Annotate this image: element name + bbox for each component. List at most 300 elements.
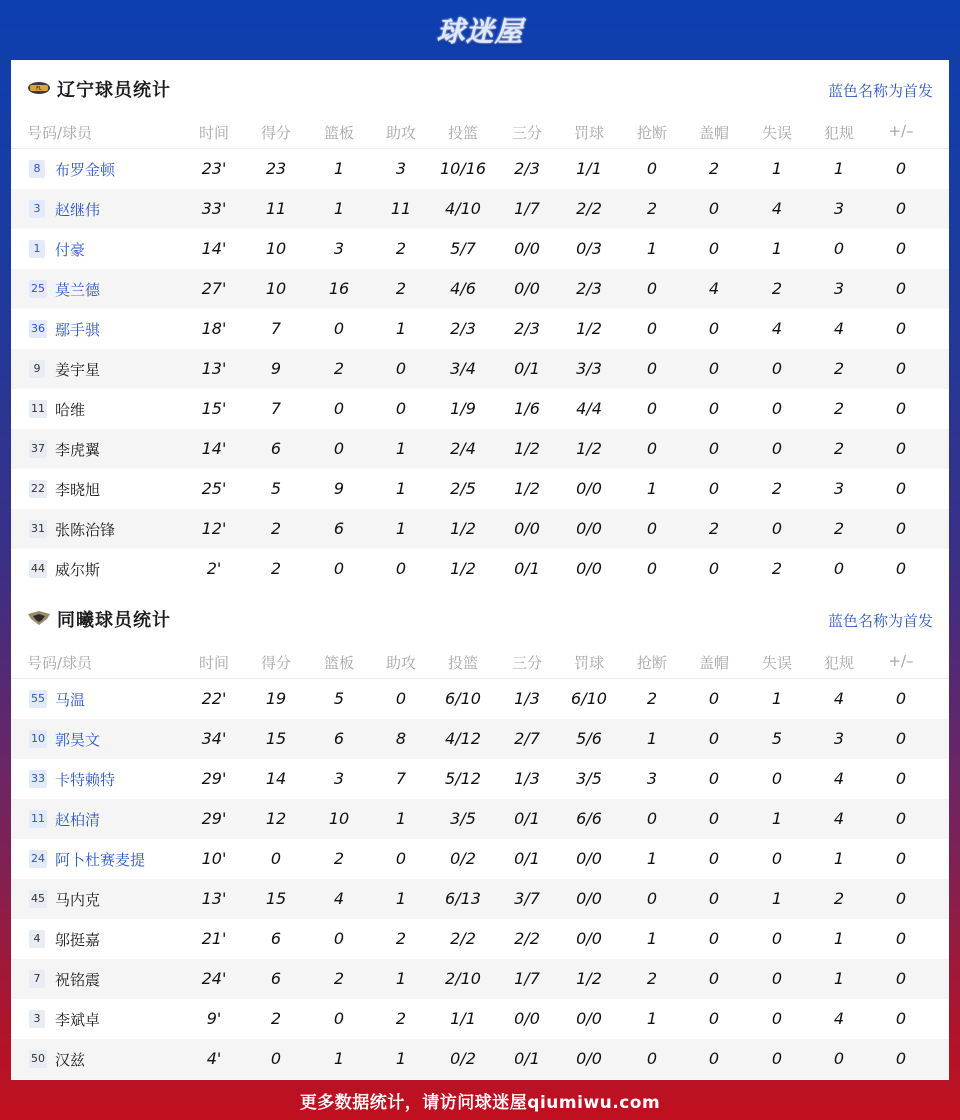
stat-cell: 6 xyxy=(333,729,345,748)
column-header: +/– xyxy=(888,122,914,140)
stat-cell: 2 xyxy=(833,399,845,418)
stat-cell: 23' xyxy=(201,159,227,178)
stat-cell: 0 xyxy=(646,809,658,828)
stat-cell: 4 xyxy=(771,319,783,338)
stat-cell: 22' xyxy=(201,689,227,708)
stat-cell: 9 xyxy=(333,479,345,498)
stat-cell: 2 xyxy=(395,279,407,298)
player-name[interactable]: 姜宇星 xyxy=(55,361,101,379)
stat-cell: 1 xyxy=(646,929,658,948)
stats-card xyxy=(11,60,949,1080)
stat-cell: 2 xyxy=(833,439,845,458)
stat-cell: 4/4 xyxy=(576,399,602,418)
stat-cell: 5 xyxy=(333,689,345,708)
column-header: 三分 xyxy=(511,124,543,142)
stat-cell: 2/3 xyxy=(514,159,540,178)
stat-cell: 1 xyxy=(395,319,407,338)
stat-cell: 5/7 xyxy=(450,239,476,258)
stat-cell: 3/3 xyxy=(576,359,602,378)
table-row[interactable] xyxy=(11,549,949,589)
table-row[interactable] xyxy=(11,799,949,839)
player-name[interactable]: 马内克 xyxy=(55,891,101,909)
jersey-number-badge: 37 xyxy=(29,440,47,458)
stat-cell: 0 xyxy=(708,689,720,708)
stat-cell: 2/3 xyxy=(514,319,540,338)
stat-cell: 7 xyxy=(395,769,407,788)
stat-cell: 0 xyxy=(895,199,907,218)
jersey-number-badge: 55 xyxy=(29,690,47,708)
stat-cell: 2/3 xyxy=(576,279,602,298)
stat-cell: 0 xyxy=(895,969,907,988)
column-headers xyxy=(11,648,949,679)
stat-cell: 1 xyxy=(646,479,658,498)
stat-cell: 13' xyxy=(201,889,227,908)
stat-cell: 0 xyxy=(395,559,407,578)
table-row[interactable] xyxy=(11,189,949,229)
stat-cell: 12' xyxy=(201,519,227,538)
stat-cell: 18' xyxy=(201,319,227,338)
stat-cell: 3/5 xyxy=(450,809,476,828)
stat-cell: 10/16 xyxy=(439,159,487,178)
section-header xyxy=(11,590,949,648)
stat-cell: 0/2 xyxy=(450,849,476,868)
stat-cell: 4/12 xyxy=(445,729,481,748)
stat-cell: 0 xyxy=(708,399,720,418)
stat-cell: 0 xyxy=(708,1049,720,1068)
stat-cell: 3 xyxy=(395,159,407,178)
stat-cell: 1 xyxy=(833,159,845,178)
jersey-number-badge: 11 xyxy=(29,400,47,418)
stat-cell: 4/10 xyxy=(445,199,481,218)
table-row[interactable] xyxy=(11,509,949,549)
svg-text:FL: FL xyxy=(36,86,42,92)
table-row[interactable] xyxy=(11,229,949,269)
stat-cell: 1/7 xyxy=(514,969,540,988)
stat-cell: 1/3 xyxy=(514,769,540,788)
stat-cell: 1 xyxy=(333,1049,345,1068)
stat-cell: 4 xyxy=(833,769,845,788)
stat-cell: 1 xyxy=(771,889,783,908)
stat-cell: 3/4 xyxy=(450,359,476,378)
stat-cell: 0 xyxy=(395,849,407,868)
stat-cell: 2 xyxy=(333,849,345,868)
stat-cell: 6/13 xyxy=(445,889,481,908)
stat-cell: 4 xyxy=(833,1009,845,1028)
stat-cell: 0/0 xyxy=(576,479,602,498)
stat-cell: 0 xyxy=(333,929,345,948)
player-name[interactable]: 付豪 xyxy=(55,241,86,259)
app-header xyxy=(0,0,960,60)
stat-cell: 0 xyxy=(646,319,658,338)
stat-cell: 1 xyxy=(646,239,658,258)
stat-cell: 1/3 xyxy=(514,689,540,708)
stat-cell: 12 xyxy=(265,809,287,828)
player-name[interactable]: 哈维 xyxy=(55,401,86,419)
stat-cell: 1/2 xyxy=(514,439,540,458)
player-name[interactable]: 郭昊文 xyxy=(55,731,101,749)
jersey-number-badge: 45 xyxy=(29,890,47,908)
stat-cell: 0 xyxy=(771,849,783,868)
stat-cell: 0 xyxy=(771,359,783,378)
stat-cell: 0/1 xyxy=(514,809,540,828)
column-header: 抢断 xyxy=(636,124,668,142)
column-header: 时间 xyxy=(198,124,230,142)
stat-cell: 9' xyxy=(206,1009,222,1028)
stat-cell: 0 xyxy=(895,279,907,298)
stat-cell: 2/10 xyxy=(445,969,481,988)
column-header: 失误 xyxy=(761,654,793,672)
table-row[interactable] xyxy=(11,349,949,389)
stat-cell: 25' xyxy=(201,479,227,498)
stat-cell: 3 xyxy=(833,729,845,748)
stat-cell: 0 xyxy=(270,849,282,868)
stat-cell: 1/2 xyxy=(576,439,602,458)
stat-cell: 1 xyxy=(395,1049,407,1068)
stat-cell: 1/2 xyxy=(576,319,602,338)
stat-cell: 0 xyxy=(771,439,783,458)
stat-cell: 1/7 xyxy=(514,199,540,218)
stat-cell: 0 xyxy=(708,199,720,218)
stat-cell: 0/0 xyxy=(514,239,540,258)
stat-cell: 5/12 xyxy=(445,769,481,788)
jersey-number-badge: 25 xyxy=(29,280,47,298)
stat-cell: 0/0 xyxy=(576,1009,602,1028)
stat-cell: 11 xyxy=(390,199,412,218)
player-name[interactable]: 赵继伟 xyxy=(55,201,101,219)
stat-cell: 3 xyxy=(646,769,658,788)
stat-cell: 0 xyxy=(771,1009,783,1028)
stat-cell: 0 xyxy=(895,889,907,908)
stat-cell: 3 xyxy=(333,769,345,788)
table-row[interactable] xyxy=(11,269,949,309)
stat-cell: 0 xyxy=(395,359,407,378)
stat-cell: 0 xyxy=(895,479,907,498)
stat-cell: 2/3 xyxy=(450,319,476,338)
table-row[interactable] xyxy=(11,429,949,469)
stat-cell: 1/9 xyxy=(450,399,476,418)
stat-cell: 0 xyxy=(708,239,720,258)
jersey-number-badge: 33 xyxy=(29,770,47,788)
stat-cell: 14' xyxy=(201,239,227,258)
stat-cell: 0 xyxy=(646,159,658,178)
column-header: 篮板 xyxy=(323,654,355,672)
table-row[interactable] xyxy=(11,679,949,719)
stat-cell: 2 xyxy=(333,359,345,378)
stat-cell: 0 xyxy=(333,1009,345,1028)
stat-cell: 2 xyxy=(646,199,658,218)
stat-cell: 19 xyxy=(265,689,287,708)
starter-legend: 蓝色名称为首发 xyxy=(827,612,933,630)
stat-cell: 0 xyxy=(646,1049,658,1068)
stat-cell: 4 xyxy=(833,809,845,828)
team-section xyxy=(11,60,949,589)
stat-cell: 1 xyxy=(771,239,783,258)
team-stats-title: 辽宁球员统计 xyxy=(57,80,171,101)
stat-cell: 2 xyxy=(333,969,345,988)
table-row[interactable] xyxy=(11,149,949,189)
stat-cell: 10 xyxy=(265,239,287,258)
column-header: 时间 xyxy=(198,654,230,672)
stat-cell: 0 xyxy=(646,399,658,418)
stat-cell: 1 xyxy=(833,929,845,948)
stat-cell: 0 xyxy=(771,969,783,988)
stat-cell: 0/1 xyxy=(514,359,540,378)
table-row[interactable] xyxy=(11,719,949,759)
jersey-number-badge: 10 xyxy=(29,730,47,748)
jersey-number-badge: 8 xyxy=(29,160,45,178)
jersey-number-badge: 9 xyxy=(29,360,45,378)
stat-cell: 0 xyxy=(708,929,720,948)
stat-cell: 0 xyxy=(895,729,907,748)
stat-cell: 0 xyxy=(333,439,345,458)
stat-cell: 0 xyxy=(895,319,907,338)
player-name[interactable]: 鄢手骐 xyxy=(55,321,101,339)
stat-cell: 14 xyxy=(265,769,287,788)
stat-cell: 2/4 xyxy=(450,439,476,458)
stat-cell: 1 xyxy=(646,849,658,868)
stat-cell: 1/2 xyxy=(450,559,476,578)
footer-banner[interactable] xyxy=(0,1080,960,1120)
stat-cell: 7 xyxy=(270,399,282,418)
table-row[interactable] xyxy=(11,919,949,959)
stat-cell: 2 xyxy=(270,559,282,578)
column-header: 失误 xyxy=(761,124,793,142)
stat-cell: 2' xyxy=(206,559,222,578)
jersey-number-badge: 24 xyxy=(29,850,47,868)
stat-cell: 0/0 xyxy=(576,929,602,948)
stat-cell: 2/2 xyxy=(576,199,602,218)
stat-cell: 1 xyxy=(395,519,407,538)
stat-cell: 0/0 xyxy=(514,519,540,538)
stat-cell: 2 xyxy=(771,479,783,498)
stat-cell: 11 xyxy=(265,199,287,218)
stat-cell: 14' xyxy=(201,439,227,458)
stat-cell: 0 xyxy=(895,1009,907,1028)
stat-cell: 2 xyxy=(771,559,783,578)
table-row[interactable] xyxy=(11,839,949,879)
player-name[interactable]: 李晓旭 xyxy=(55,481,101,499)
stat-cell: 0/2 xyxy=(450,1049,476,1068)
player-name[interactable]: 赵柏清 xyxy=(55,811,101,829)
player-name[interactable]: 祝铭震 xyxy=(55,971,101,989)
jersey-number-badge: 11 xyxy=(29,810,47,828)
stat-cell: 0 xyxy=(333,319,345,338)
stat-cell: 0 xyxy=(895,689,907,708)
jersey-number-badge: 22 xyxy=(29,480,47,498)
stat-cell: 0 xyxy=(333,559,345,578)
stat-cell: 0/1 xyxy=(514,849,540,868)
column-header: 犯规 xyxy=(823,124,855,142)
stat-cell: 6/10 xyxy=(445,689,481,708)
column-header: 盖帽 xyxy=(698,124,730,142)
table-row[interactable] xyxy=(11,959,949,999)
stat-cell: 4 xyxy=(833,689,845,708)
stat-cell: 0 xyxy=(708,889,720,908)
stat-cell: 0/0 xyxy=(576,519,602,538)
stat-cell: 6 xyxy=(270,929,282,948)
column-header: 罚球 xyxy=(573,654,605,672)
player-name[interactable]: 张陈治锋 xyxy=(55,521,116,539)
stat-cell: 6 xyxy=(333,519,345,538)
column-header: 得分 xyxy=(260,124,292,142)
table-row[interactable] xyxy=(11,309,949,349)
stat-cell: 1 xyxy=(395,969,407,988)
stat-cell: 10' xyxy=(201,849,227,868)
stat-cell: 0/0 xyxy=(576,849,602,868)
stat-cell: 0 xyxy=(895,1049,907,1068)
stat-cell: 21' xyxy=(201,929,227,948)
stat-cell: 1 xyxy=(771,689,783,708)
table-row[interactable] xyxy=(11,999,949,1039)
column-header: 投篮 xyxy=(447,654,479,672)
stat-cell: 1/1 xyxy=(576,159,602,178)
stat-cell: 0 xyxy=(708,969,720,988)
stat-cell: 2/2 xyxy=(514,929,540,948)
table-row[interactable] xyxy=(11,469,949,509)
stat-cell: 1 xyxy=(646,1009,658,1028)
table-row[interactable] xyxy=(11,759,949,799)
column-header: 投篮 xyxy=(447,124,479,142)
stat-cell: 0 xyxy=(895,809,907,828)
player-name[interactable]: 邬挺嘉 xyxy=(55,931,101,949)
stat-cell: 0/0 xyxy=(576,1049,602,1068)
stat-cell: 1 xyxy=(333,199,345,218)
player-name[interactable]: 卡特赖特 xyxy=(55,771,116,789)
stat-cell: 1 xyxy=(833,849,845,868)
jersey-number-badge: 44 xyxy=(29,560,47,578)
stat-cell: 8 xyxy=(395,729,407,748)
stat-cell: 0/0 xyxy=(576,889,602,908)
stat-cell: 1/6 xyxy=(514,399,540,418)
stat-cell: 0 xyxy=(646,559,658,578)
stat-cell: 34' xyxy=(201,729,227,748)
jersey-number-badge: 1 xyxy=(29,240,45,258)
stat-cell: 0 xyxy=(270,1049,282,1068)
stat-cell: 0/1 xyxy=(514,559,540,578)
stat-cell: 1 xyxy=(833,969,845,988)
stat-cell: 0 xyxy=(708,359,720,378)
stat-cell: 0/0 xyxy=(514,279,540,298)
starter-legend: 蓝色名称为首发 xyxy=(827,82,933,100)
column-header: 助攻 xyxy=(385,124,417,142)
player-name[interactable]: 布罗金顿 xyxy=(55,161,116,179)
jersey-number-badge: 3 xyxy=(29,200,45,218)
stat-cell: 0 xyxy=(895,929,907,948)
stat-cell: 0 xyxy=(708,769,720,788)
column-header: 号码/球员 xyxy=(27,654,93,672)
player-name[interactable]: 李斌卓 xyxy=(55,1011,101,1029)
stat-cell: 2 xyxy=(833,889,845,908)
table-row[interactable] xyxy=(11,389,949,429)
stat-cell: 0 xyxy=(708,729,720,748)
stat-cell: 3 xyxy=(333,239,345,258)
stat-cell: 3/5 xyxy=(576,769,602,788)
tongxi-team-logo xyxy=(27,610,51,626)
column-header: 篮板 xyxy=(323,124,355,142)
stat-cell: 0 xyxy=(895,769,907,788)
stat-cell: 4 xyxy=(771,199,783,218)
table-row[interactable] xyxy=(11,879,949,919)
jersey-number-badge: 3 xyxy=(29,1010,45,1028)
stat-cell: 1/1 xyxy=(450,1009,476,1028)
player-name[interactable]: 阿卜杜赛麦提 xyxy=(55,851,146,869)
stat-cell: 2 xyxy=(771,279,783,298)
column-header: +/– xyxy=(888,652,914,670)
column-header: 犯规 xyxy=(823,654,855,672)
stat-cell: 0 xyxy=(895,849,907,868)
stat-cell: 2/5 xyxy=(450,479,476,498)
stat-cell: 4 xyxy=(833,319,845,338)
liaoning-team-logo xyxy=(27,80,51,96)
stat-cell: 0 xyxy=(395,399,407,418)
column-header: 盖帽 xyxy=(698,654,730,672)
stat-cell: 0 xyxy=(895,439,907,458)
player-name[interactable]: 莫兰德 xyxy=(55,281,101,299)
stat-cell: 0 xyxy=(646,279,658,298)
section-header xyxy=(11,60,949,118)
stat-cell: 13' xyxy=(201,359,227,378)
stat-cell: 1 xyxy=(333,159,345,178)
stat-cell: 16 xyxy=(328,279,350,298)
stat-cell: 0 xyxy=(646,359,658,378)
stat-cell: 2/2 xyxy=(450,929,476,948)
stat-cell: 4' xyxy=(206,1049,222,1068)
jersey-number-badge: 4 xyxy=(29,930,45,948)
stat-cell: 1 xyxy=(646,729,658,748)
stat-cell: 0/1 xyxy=(514,1049,540,1068)
stat-cell: 9 xyxy=(270,359,282,378)
player-name[interactable]: 李虎翼 xyxy=(55,441,101,459)
stat-cell: 0 xyxy=(895,239,907,258)
stat-cell: 0 xyxy=(771,519,783,538)
stat-cell: 1 xyxy=(395,889,407,908)
player-name[interactable]: 汉兹 xyxy=(55,1051,86,1069)
stat-cell: 3 xyxy=(833,479,845,498)
stat-cell: 2 xyxy=(395,929,407,948)
stat-cell: 0 xyxy=(895,359,907,378)
column-header: 号码/球员 xyxy=(27,124,93,142)
table-row[interactable] xyxy=(11,1039,949,1079)
column-header: 抢断 xyxy=(636,654,668,672)
stat-cell: 3 xyxy=(833,279,845,298)
stat-cell: 6 xyxy=(270,439,282,458)
stat-cell: 15 xyxy=(265,729,287,748)
stat-cell: 0 xyxy=(895,159,907,178)
stat-cell: 0 xyxy=(395,689,407,708)
stat-cell: 2 xyxy=(270,519,282,538)
stat-cell: 2 xyxy=(646,969,658,988)
player-name[interactable]: 马温 xyxy=(55,691,86,709)
stat-cell: 0 xyxy=(833,559,845,578)
stat-cell: 0 xyxy=(895,519,907,538)
stat-cell: 4 xyxy=(333,889,345,908)
stat-cell: 1/2 xyxy=(576,969,602,988)
stat-cell: 0 xyxy=(646,519,658,538)
stat-cell: 27' xyxy=(201,279,227,298)
stat-cell: 0 xyxy=(708,849,720,868)
stat-cell: 1/2 xyxy=(450,519,476,538)
stat-cell: 1/2 xyxy=(514,479,540,498)
stat-cell: 0 xyxy=(771,399,783,418)
jersey-number-badge: 31 xyxy=(29,520,47,538)
player-rows xyxy=(11,679,949,1079)
stat-cell: 7 xyxy=(270,319,282,338)
stat-cell: 0 xyxy=(708,559,720,578)
stat-cell: 33' xyxy=(201,199,227,218)
stat-cell: 0 xyxy=(771,929,783,948)
stat-cell: 1 xyxy=(395,479,407,498)
player-name[interactable]: 威尔斯 xyxy=(55,561,101,579)
